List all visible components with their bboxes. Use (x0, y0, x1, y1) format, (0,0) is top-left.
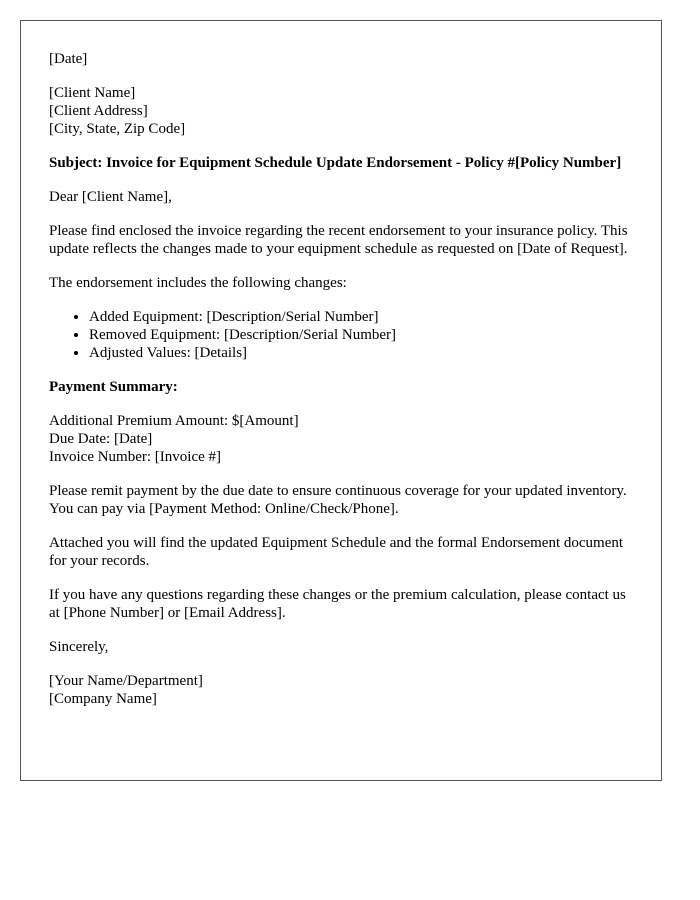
list-item: • Added Equipment: [Description/Serial Number] (89, 308, 633, 326)
changes-intro: The endorsement includes the following changes: (49, 275, 347, 291)
invoice-number: Invoice Number: [Invoice #] (49, 449, 222, 465)
list-item: • Removed Equipment: [Description/Serial Number] (89, 326, 633, 344)
attached-paragraph: Attached you will find the updated Equipment Schedule and the formal Endorsement document for your records. (49, 535, 624, 569)
questions-paragraph: If you have any questions regarding these changes or the premium calculation, please contact us at [Phone Number] or [Email Address]. (49, 587, 626, 621)
remit-paragraph: Please remit payment by the due date to ensure continuous coverage for your updated inventory. You can pay via [Payment Method: Online/Check/Phone]. (49, 483, 627, 517)
premium-amount: Additional Premium Amount: $[Amount] (49, 413, 299, 429)
recipient-address: [Client Address] (49, 103, 148, 119)
letter-date (49, 50, 633, 68)
due-date: Due Date: [Date] (49, 431, 153, 447)
recipient-address-block (49, 84, 633, 138)
closing: Sincerely, (49, 639, 109, 655)
subject-line: Subject: Invoice for Equipment Schedule Update Endorsement - Policy #[Policy Number] (49, 155, 622, 171)
salutation: Dear [Client Name], (49, 189, 172, 205)
recipient-name: [Client Name] (49, 85, 136, 101)
recipient-city: [City, State, Zip Code] (49, 121, 186, 137)
letter-page (20, 20, 662, 781)
payment-summary-heading: Payment Summary: (49, 379, 178, 395)
payment-summary-block (49, 412, 633, 466)
signature-name: [Your Name/Department] (49, 673, 203, 689)
changes-list (49, 308, 633, 362)
signature-block (49, 672, 633, 708)
signature-company: [Company Name] (49, 691, 157, 707)
list-item: • Adjusted Values: [Details] (89, 344, 633, 362)
intro-paragraph: Please find enclosed the invoice regarding the recent endorsement to your insurance policy. This update reflects the changes made to your equipment schedule as requested on [Date of Request]. (49, 223, 628, 257)
date-text: [Date] (49, 51, 88, 67)
